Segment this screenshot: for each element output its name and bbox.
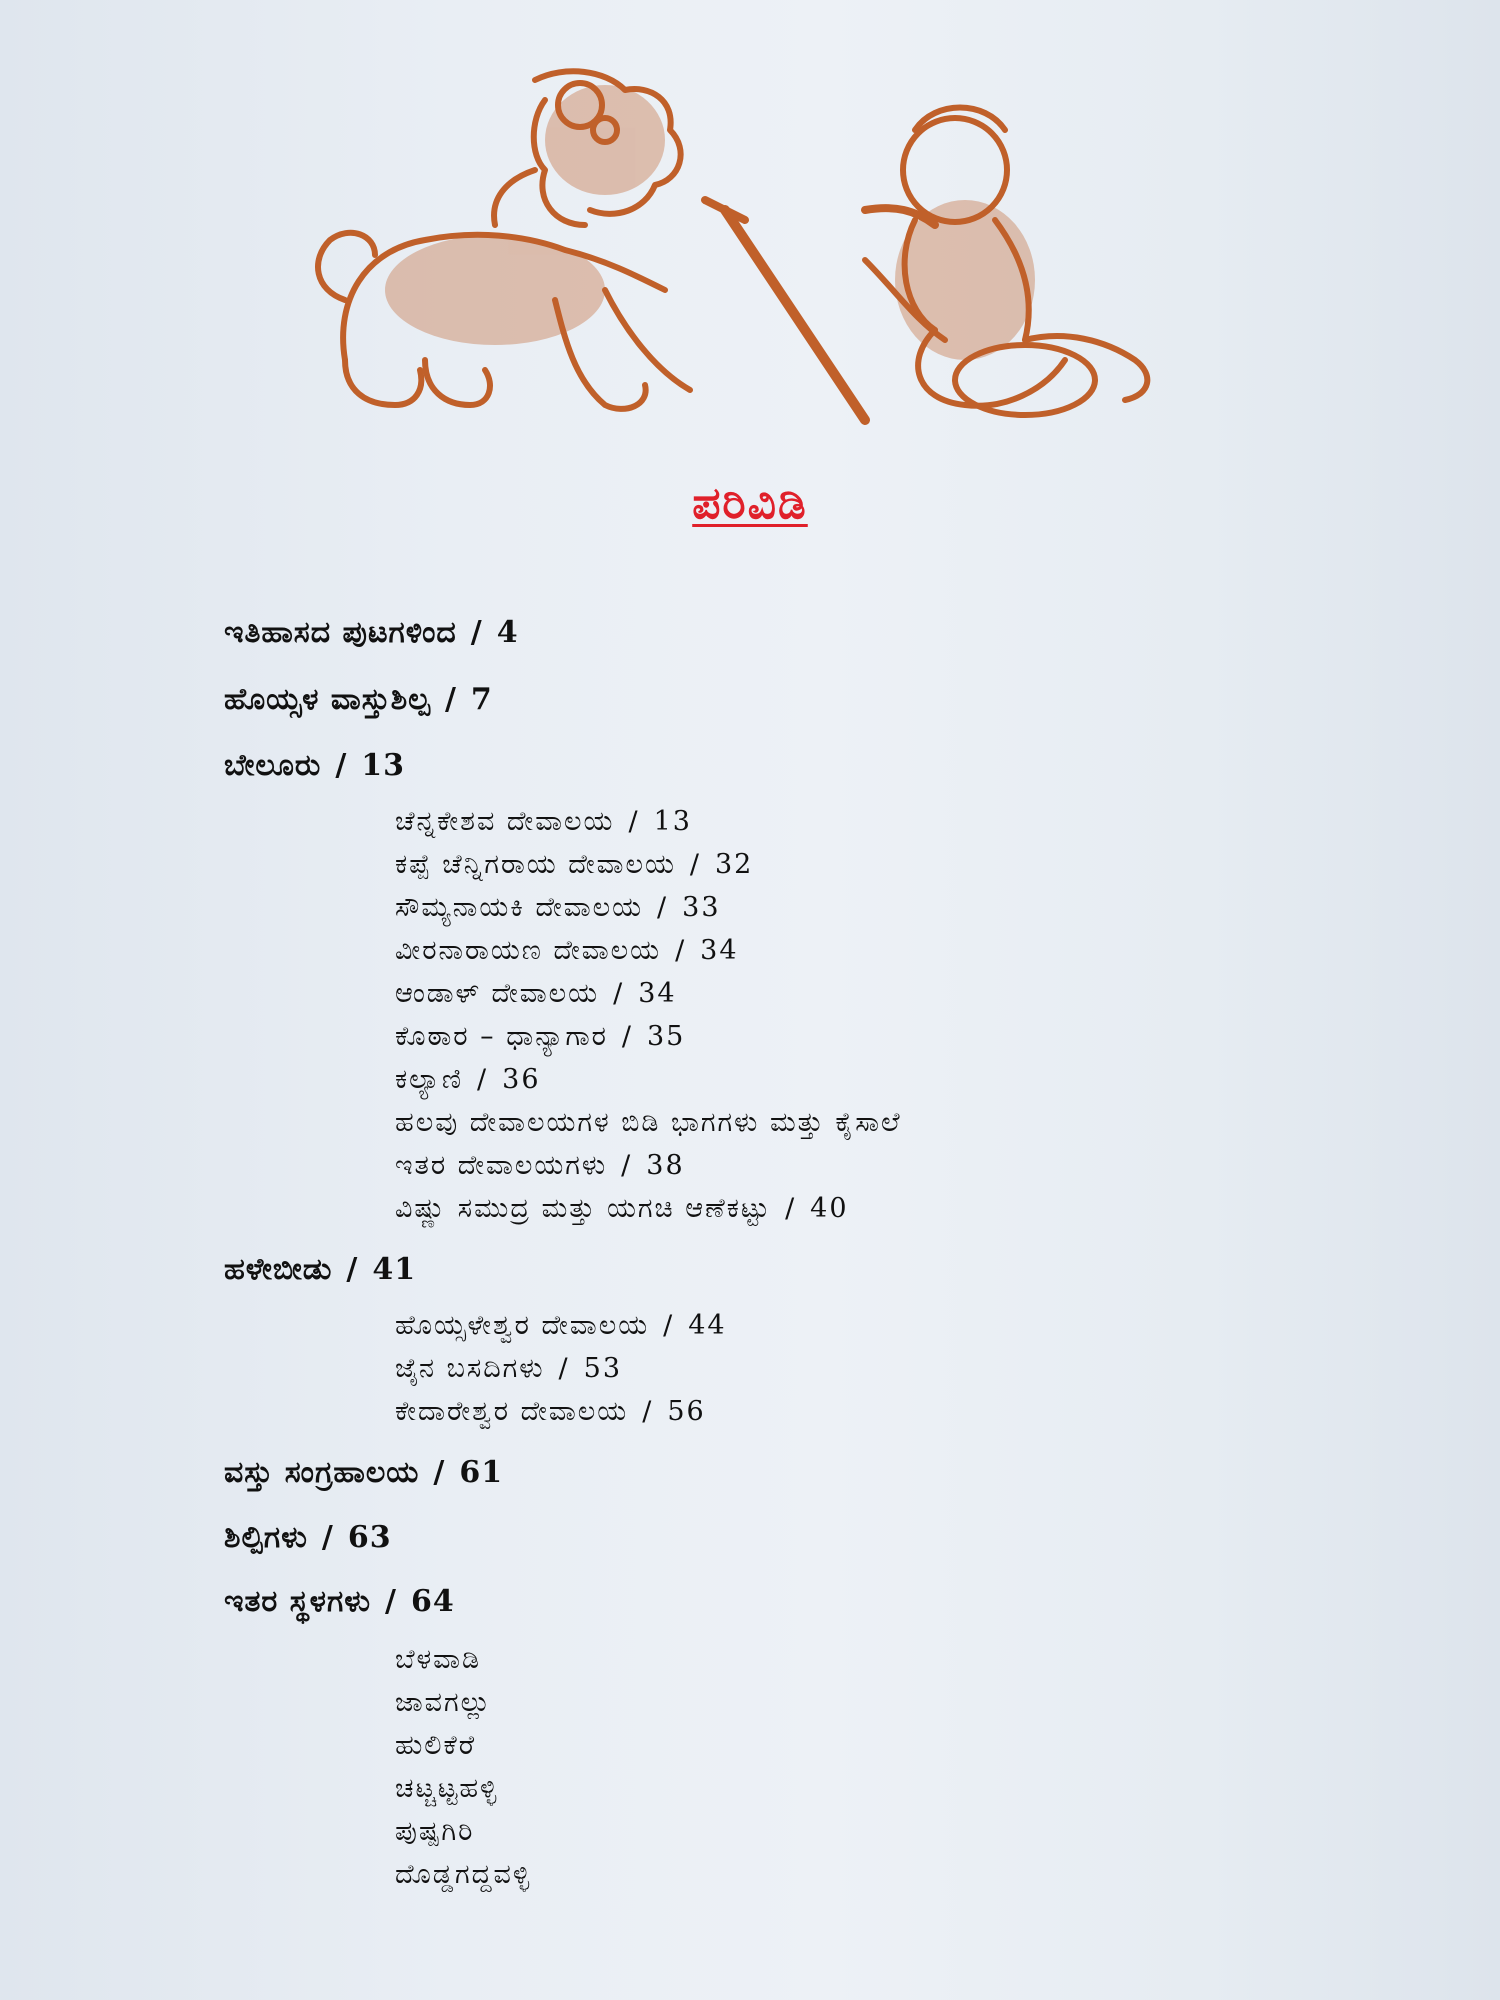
toc-subentry-title: ಚಟ್ಚಟ್ಟಹಳ್ಳಿ bbox=[395, 1773, 499, 1804]
page-separator: / bbox=[642, 1396, 654, 1427]
page-separator: / bbox=[613, 978, 625, 1009]
toc-subentry bbox=[395, 892, 721, 924]
toc-subentry-title: ಕಲ್ಯಾಣಿ bbox=[395, 1064, 464, 1095]
toc-entry-page: 41 bbox=[372, 1252, 417, 1287]
toc-subentry-title: ಕಪ್ಪೆ ಚೆನ್ನಿಗರಾಯ ದೇವಾಲಯ bbox=[395, 849, 676, 880]
toc-subentry bbox=[395, 1396, 706, 1428]
toc-subentry bbox=[395, 1193, 849, 1225]
toc-subentry-title: ಹೊಯ್ಸಳೇಶ್ವರ ದೇವಾಲಯ bbox=[395, 1310, 650, 1341]
page-separator: / bbox=[628, 806, 640, 837]
toc-subentry-page: 56 bbox=[667, 1396, 706, 1427]
toc-subentry bbox=[395, 1064, 541, 1096]
page-separator: / bbox=[477, 1064, 489, 1095]
toc-entry-title: ಹೊಯ್ಸಳ ವಾಸ್ತುಶಿಲ್ಪ bbox=[224, 682, 431, 717]
toc-subentry-page: 34 bbox=[700, 935, 739, 966]
hoysala-sala-lion-icon bbox=[305, 60, 1195, 440]
toc-subentry-title: ಹಲವು ದೇವಾಲಯಗಳ ಬಿಡಿ ಭಾಗಗಳು ಮತ್ತು ಕೈಸಾಲೆ bbox=[395, 1107, 902, 1138]
toc-subentry bbox=[395, 1644, 481, 1676]
page-separator: / bbox=[335, 748, 348, 783]
toc-subentry-title: ಜಾವಗಲ್ಲು bbox=[395, 1687, 492, 1718]
toc-subentry-title: ಕೇದಾರೇಶ್ವರ ದೇವಾಲಯ bbox=[395, 1396, 629, 1427]
toc-entry-title: ಬೇಲೂರು bbox=[224, 748, 322, 783]
page-separator: / bbox=[785, 1193, 797, 1224]
toc-entry bbox=[224, 1455, 503, 1490]
toc-heading: ಪರಿವಿಡಿ bbox=[692, 478, 808, 529]
toc-entry-page: 64 bbox=[411, 1584, 455, 1619]
toc-subentry bbox=[395, 1816, 474, 1848]
page-separator: / bbox=[621, 1150, 633, 1181]
toc-subentry-title: ಹುಲಿಕೆರೆ bbox=[395, 1730, 477, 1761]
toc-subentry-title: ಜೈನ ಬಸದಿಗಳು bbox=[395, 1353, 545, 1384]
toc-subentry-title: ವೀರನಾರಾಯಣ ದೇವಾಲಯ bbox=[395, 935, 662, 966]
toc-entry-page: 63 bbox=[347, 1520, 392, 1555]
page-separator: / bbox=[558, 1353, 570, 1384]
page-separator: / bbox=[689, 849, 701, 880]
toc-entry-page: 13 bbox=[361, 748, 406, 783]
toc-subentry bbox=[395, 1150, 685, 1182]
toc-subentry bbox=[395, 935, 739, 967]
toc-subentry-page: 53 bbox=[583, 1353, 623, 1384]
toc-subentry-page: 13 bbox=[653, 806, 692, 837]
toc-subentry-title: ವಿಷ್ಣು ಸಮುದ್ರ ಮತ್ತು ಯಗಚಿ ಆಣೆಕಟ್ಟು bbox=[395, 1193, 772, 1224]
toc-subentry-title: ಚೆನ್ನಕೇಶವ ದೇವಾಲಯ bbox=[395, 806, 615, 837]
page-separator: / bbox=[321, 1520, 334, 1555]
toc-entry-title: ಇತರ ಸ್ಥಳಗಳು bbox=[224, 1584, 372, 1619]
page-separator: / bbox=[385, 1584, 397, 1619]
toc-subentry bbox=[395, 1021, 685, 1053]
toc-subentry-title: ಇತರ ದೇವಾಲಯಗಳು bbox=[395, 1150, 608, 1181]
toc-subentry bbox=[395, 1773, 498, 1805]
page-separator: / bbox=[663, 1310, 675, 1341]
toc-subentry bbox=[395, 1687, 492, 1719]
toc-subentry bbox=[395, 1859, 531, 1891]
toc-entry bbox=[224, 748, 405, 783]
toc-subentry-title: ಸೌಮ್ಯನಾಯಕಿ ದೇವಾಲಯ bbox=[395, 892, 644, 923]
toc-entry-page: 7 bbox=[470, 682, 493, 717]
toc-subentry-page: 40 bbox=[810, 1193, 849, 1224]
toc-subentry-title: ದೊಡ್ಡಗದ್ದವಳ್ಳಿ bbox=[395, 1859, 532, 1890]
toc-entry bbox=[224, 615, 519, 650]
toc-entry-title: ಹಳೇಬೀಡು bbox=[224, 1252, 333, 1287]
toc-subentry bbox=[395, 1107, 902, 1139]
toc-subentry-title: ಆಂಡಾಳ್ ದೇವಾಲಯ bbox=[395, 978, 600, 1009]
toc-entry-title: ವಸ್ತು ಸಂಗ್ರಹಾಲಯ bbox=[224, 1455, 420, 1490]
page-separator: / bbox=[657, 892, 669, 923]
toc-entry bbox=[224, 1584, 455, 1619]
toc-subentry bbox=[395, 1353, 622, 1385]
toc-subentry-page: 32 bbox=[714, 849, 754, 880]
toc-subentry bbox=[395, 1730, 476, 1762]
page-separator: / bbox=[675, 935, 687, 966]
toc-entry bbox=[224, 682, 493, 717]
toc-entry bbox=[224, 1520, 392, 1555]
toc-subentry-page: 35 bbox=[647, 1021, 686, 1052]
toc-subentry-page: 33 bbox=[682, 892, 721, 923]
toc-entry bbox=[224, 1252, 416, 1287]
page-separator: / bbox=[470, 615, 483, 650]
toc-entry-page: 61 bbox=[459, 1455, 504, 1490]
toc-subentry-page: 38 bbox=[646, 1150, 685, 1181]
page-separator: / bbox=[444, 682, 457, 717]
toc-subentry-page: 34 bbox=[638, 978, 677, 1009]
toc-subentry bbox=[395, 978, 677, 1010]
toc-subentry-page: 36 bbox=[502, 1064, 541, 1095]
toc-entry-page: 4 bbox=[496, 615, 519, 650]
toc-subentry bbox=[395, 849, 753, 881]
toc-entry-title: ಶಿಲ್ಪಿಗಳು bbox=[224, 1520, 308, 1555]
toc-subentry-title: ಬೆಳವಾಡಿ bbox=[395, 1644, 482, 1675]
page-separator: / bbox=[433, 1455, 446, 1490]
toc-subentry-page: 44 bbox=[688, 1310, 727, 1341]
page-separator: / bbox=[621, 1021, 633, 1052]
page-separator: / bbox=[346, 1252, 359, 1287]
toc-subentry bbox=[395, 1310, 727, 1342]
toc-entry-title: ಇತಿಹಾಸದ ಪುಟಗಳಿಂದ bbox=[224, 615, 457, 650]
toc-subentry bbox=[395, 806, 692, 838]
toc-subentry-title: ಪುಷ್ಪಗಿರಿ bbox=[395, 1816, 475, 1847]
toc-subentry-title: ಕೊಠಾರ – ಧಾನ್ಯಾಗಾರ bbox=[395, 1021, 608, 1052]
